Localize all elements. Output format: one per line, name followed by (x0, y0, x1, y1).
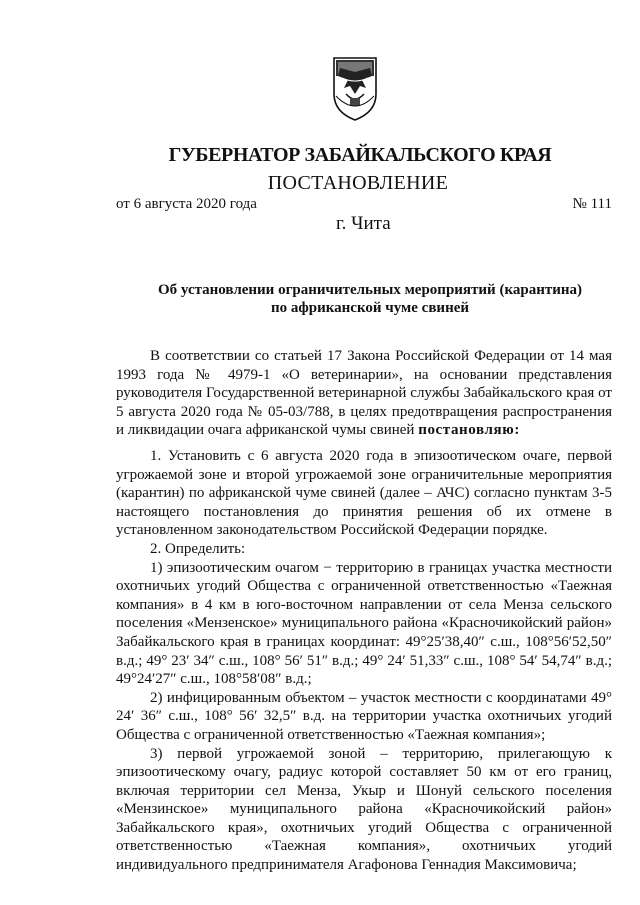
item-2-1: 1) эпизоотическим очагом − территорию в границах участка местности охотничьих угодий Общества с ограниченной ответственностью «Таежная компания» в 4 км в юго-восточном направлении от села Менза сельского поселения «Мензенское» муниципального района «Красночикойский район» Забайкальского края в границах координат: 49°25′38,40″ с.ш., 108°56′52,50″ в.д.; 49° 23′ 34″ с.ш., 108° 56′ 51″ в.д.; 49° 24′ 51,33″ с.ш., 108° 54′ 54,74″ в.д.; 49°24′27″ с.ш., 108°58′08″ в.д.; (116, 559, 612, 688)
preamble-text: В соответствии со статьей 17 Закона Российской Федерации от 14 мая 1993 года № 4979-1 «О ветеринарии», на основании представления руководителя Государственной ветеринарной службы Забайкальского края от 5 августа 2020 года № 05-03/788, в целях предотвращения распространения и ликвидации очага африканской чумы свиней (116, 348, 612, 439)
authority-title: ГУБЕРНАТОР ЗАБАЙКАЛЬСКОГО КРАЯ (168, 144, 552, 166)
preamble (116, 347, 612, 440)
document-city: г. Чита (336, 213, 391, 234)
item-2-2: 2) инфицированным объектом – участок местности с координатами 49° 24′ 36″ с.ш., 108° 56′ 32,5″ в.д. на территории участка охотничьих угодий Общества с ограниченной ответственностью «Таежная компания»; (116, 689, 612, 743)
item-2: 2. Определить: (150, 540, 246, 557)
document-date: от 6 августа 2020 года (116, 196, 257, 212)
item-2-3: 3) первой угрожаемой зоной – территорию, прилегающую к эпизоотическому очагу, радиус которой составляет 50 км от его границ, включая территории сел Менза, Укыр и Шонуй сельского поселения «Мензинское» муниципального района «Красночикойский район» Забайкальского края», охотничьих угодий Общества с ограниченной ответственностью «Таежная компания», охотничьих угодий индивидуального предпринимателя Агафонова Геннадия Максимовича; (116, 745, 612, 874)
subject-line-1: Об установлении ограничительных мероприятий (карантина) (157, 282, 582, 298)
decree-keyword: постановляю: (418, 422, 520, 439)
decree-items (116, 447, 612, 875)
item-1: 1. Установить с 6 августа 2020 года в эпизоотическом очаге, первой угрожаемой зоне и второй угрожаемой зоне ограничительные мероприятия (карантин) по африканской чуме свиней (далее – АЧС) согласно пунктам 3-5 настоящего постановления до принятия решения об их отмене в установленном законодательством Российской Федерации порядке. (116, 448, 612, 539)
subject-line-2: по африканской чуме свиней (270, 300, 470, 316)
document-type: ПОСТАНОВЛЕНИЕ (267, 172, 449, 194)
coat-of-arms-icon (330, 54, 380, 124)
document-number: № 111 (572, 196, 612, 212)
